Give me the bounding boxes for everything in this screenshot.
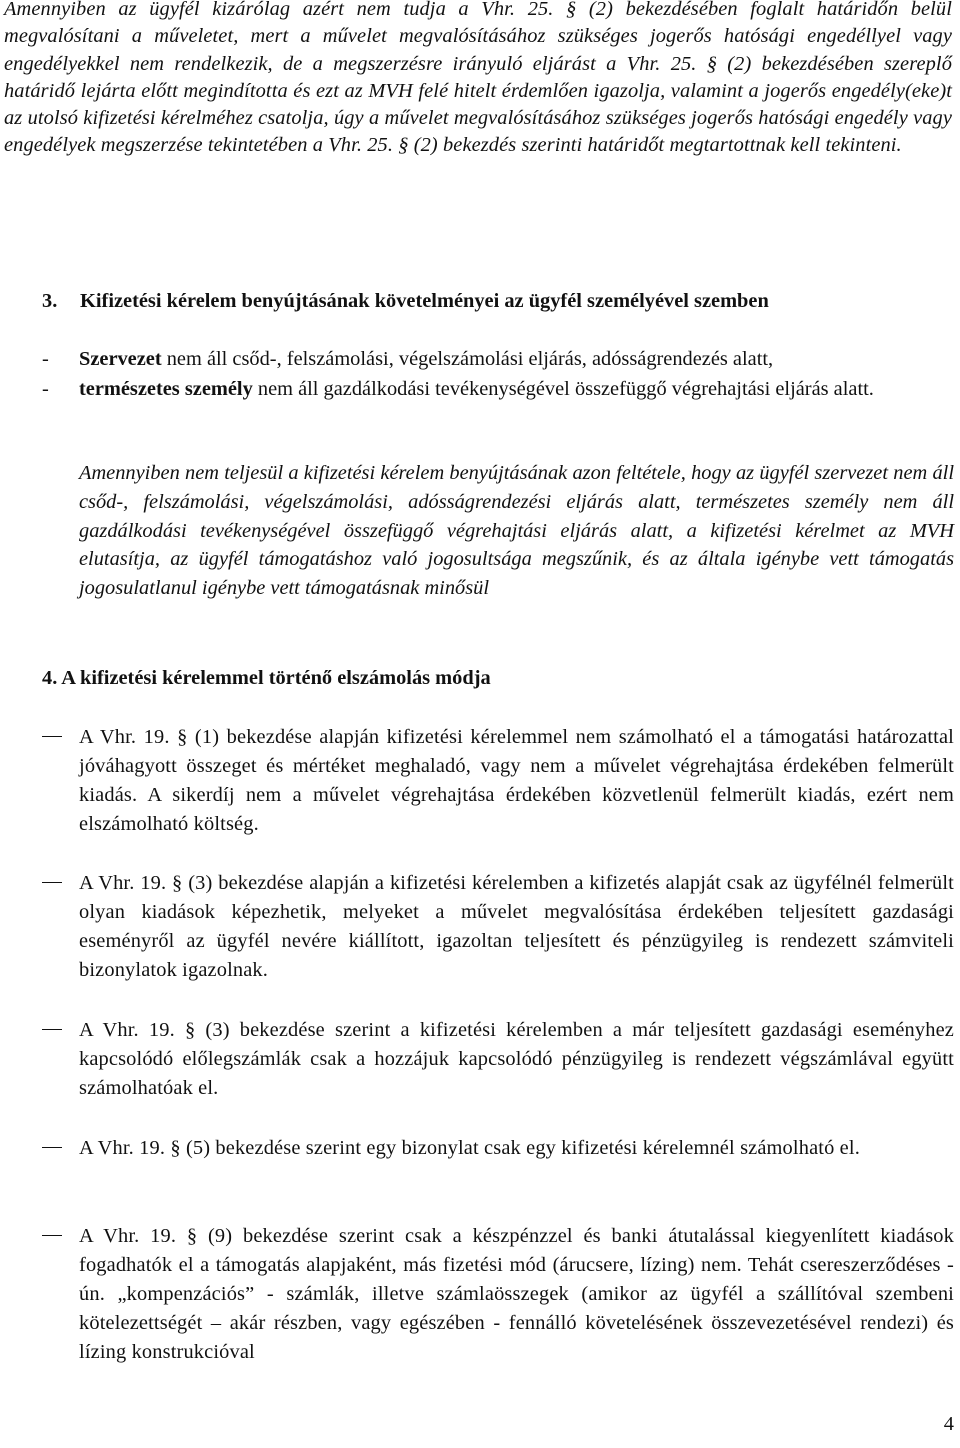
intro-paragraph: Amennyiben az ügyfél kizárólag azért nem tudja a Vhr. 25. § (2) bekezdésében foglalt határidőn belül megvalósítani a műveletet, mert a művelet megvalósításához szükséges jogerős hatósági engedéllyel vagy engedélyekkel nem rendelkezik, de a megszerzésre irányuló eljárást a Vhr. 25. § (2) bekezdésében szereplő határidő lejárta előtt megindította és ezt az MVH felé hitelt érdemlően igazolja, valamint a jogerős engedély(eke)t az utolsó kifizetési kérelméhez csatolja, úgy a művelet megvalósításához szükséges jogerős hatósági engedély vagy engedélyek megszerzése tekintetében a Vhr. 25. § (2) bekezdés szerinti határidőt megtartottnak kell tekinteni.	[4, 0, 952, 157]
list-marker: -	[42, 348, 49, 370]
rule-text: A Vhr. 19. § (1) bekezdése alapján kifizetési kérelemmel nem számolható el a támogatási határozattal jóváhagyott összeget és mértéket meghaladó, vagy nem a művelet végrehajtása érdekében felmerült kiadás. A sikerdíj nem a művelet végrehajtása érdekében közvetlenül felmerült kiadás, ezért nem elszámolható költség.	[79, 726, 954, 835]
section-4-title: A kifizetési kérelemmel történő elszámolás módja	[61, 667, 491, 689]
list-item	[42, 346, 954, 373]
rule-item-1	[42, 723, 954, 839]
rule-text: A Vhr. 19. § (5) bekezdése szerint egy bizonylat csak egy kifizetési kérelemnél számolható el.	[79, 1137, 860, 1159]
list-item-text: nem áll csőd-, felszámolási, végelszámolási eljárás, adósságrendezés alatt,	[161, 348, 774, 370]
dash-bullet-icon	[42, 736, 62, 737]
section-4-heading	[42, 664, 942, 692]
rule-text: A Vhr. 19. § (3) bekezdése szerint a kifizetési kérelemben a már teljesített gazdasági eseményhez kapcsolódó előlegszámlák csak a hozzájuk kapcsolódó pénzügyileg is rendezett végszámlával együtt számolhatóak el.	[79, 1019, 954, 1099]
rule-item-4	[42, 1134, 954, 1163]
rule-item-3	[42, 1016, 954, 1103]
dash-bullet-icon	[42, 882, 62, 883]
section-3-number: 3.	[42, 290, 58, 312]
list-item-term: Szervezet	[79, 348, 162, 370]
section-3-requirements-list	[42, 346, 954, 404]
rule-item-2	[42, 869, 954, 985]
rule-text: A Vhr. 19. § (9) bekezdése szerint csak a készpénzzel és banki átutalással kiegyenlített kiadások fogadhatók el a támogatás alapjaként, más fizetési mód (árucsere, lízing) nem. Tehát csereszerződéses - ún. „kompenzációs” - számlák, illetve számlaösszegek (amikor az ügyfél a szállítóval szembeni kötelezettségét – akár részben, vagy egészében - fennálló követelésének összevezetésével rendezi) és lízing konstrukcióval	[79, 1225, 954, 1363]
list-item	[42, 376, 954, 403]
rule-item-5	[42, 1222, 954, 1367]
list-marker: -	[42, 378, 49, 401]
list-item-term: természetes személy	[79, 378, 253, 401]
dash-bullet-icon	[42, 1235, 62, 1236]
dash-bullet-icon	[42, 1147, 62, 1148]
dash-bullet-icon	[42, 1029, 62, 1030]
section-3-title: Kifizetési kérelem benyújtásának követelményei az ügyfél személyével szemben	[80, 290, 769, 312]
section-4-number: 4.	[42, 667, 58, 689]
section-3-consequence-paragraph: Amennyiben nem teljesül a kifizetési kérelem benyújtásának azon feltétele, hogy az ügyfél szervezet nem áll csőd-, felszámolási, végelszámolási, adósságrendezési eljárás alatt, természetes személy nem áll gazdálkodási tevékenységével összefüggő végrehajtási eljárás alatt, a kifizetési kérelmet az MVH elutasítja, az ügyfél támogatáshoz való jogosultsága megszűnik, és az általa igénybe vett támogatás jogosulatlanul igénybe vett támogatásnak minősül	[79, 462, 954, 600]
page-number: 4	[943, 1413, 954, 1435]
rule-text: A Vhr. 19. § (3) bekezdése alapján a kifizetési kérelemben a kifizetés alapját csak az ügyfélnél felmerült olyan kiadások képezhetik, melyeket a művelet megvalósítása érdekében teljesített gazdasági eseményről az ügyfél nevére kiállított, igazoltan teljesített és pénzügyileg is rendezett számviteli bizonylatok igazolnak.	[79, 872, 954, 981]
section-3-heading	[42, 287, 942, 315]
list-item-text: nem áll gazdálkodási tevékenységével összefüggő végrehajtási eljárás alatt.	[252, 378, 874, 401]
